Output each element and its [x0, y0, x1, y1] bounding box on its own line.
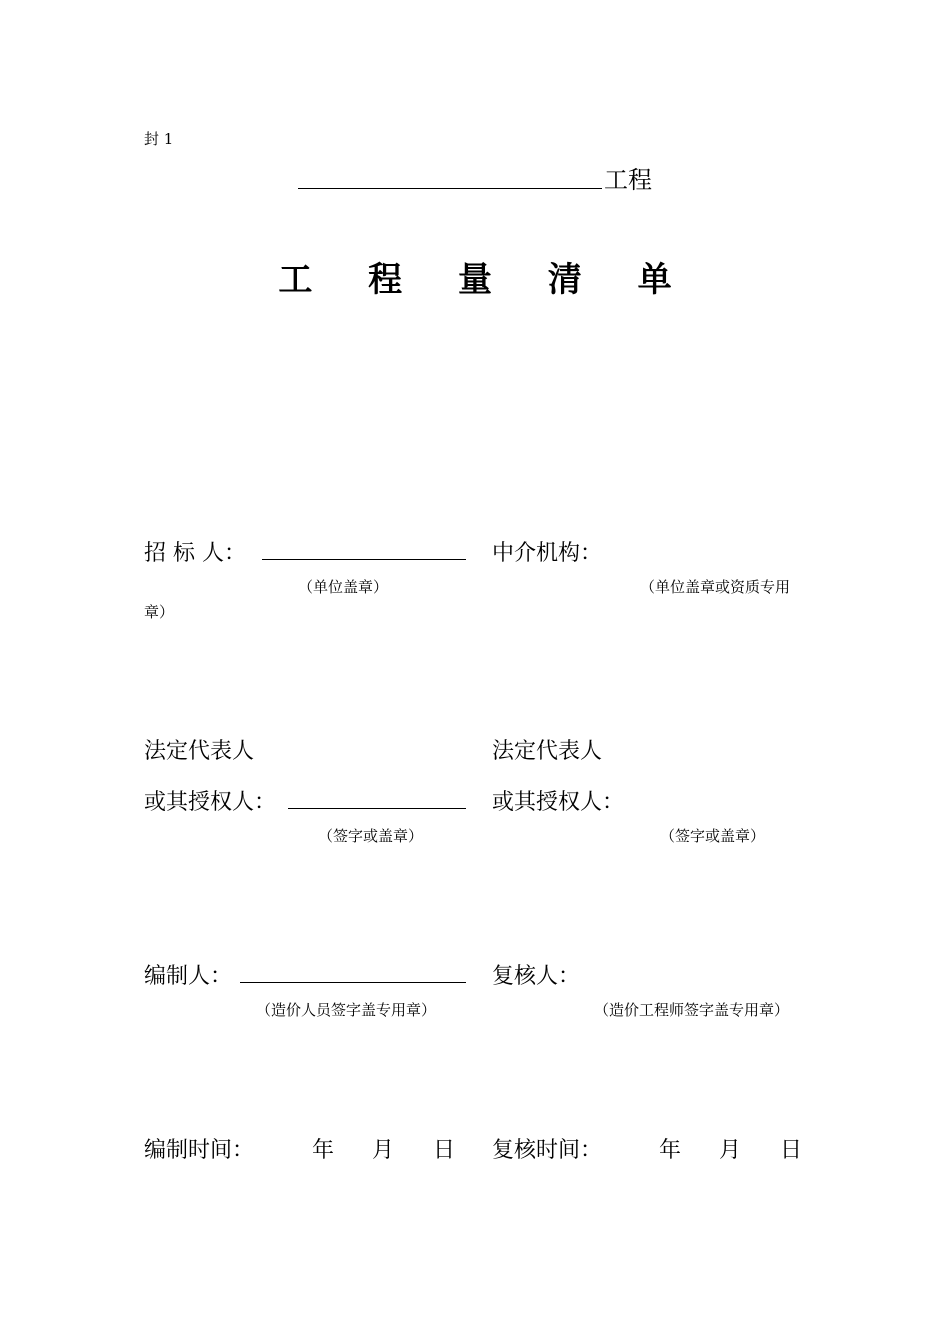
compiler-signature-line[interactable] [240, 982, 466, 983]
review-year[interactable]: 年 [659, 1138, 682, 1163]
left-rep-line2: 或其授权人： [144, 790, 277, 815]
agency-label: 中介机构： [492, 541, 603, 566]
tenderer-label: 招 标 人： [144, 541, 246, 566]
compiler-note: （造价人员签字盖专用章） [256, 1001, 437, 1019]
compile-day[interactable]: 日 [433, 1138, 456, 1163]
right-rep-line2: 或其授权人： [492, 790, 625, 815]
right-rep-note: （签字或盖章） [660, 827, 766, 845]
agency-note-line1: （单位盖章或资质专用 [640, 578, 791, 596]
agency-note-line2: 章） [144, 603, 175, 621]
tenderer-signature-line[interactable] [262, 559, 466, 560]
left-rep-note: （签字或盖章） [318, 827, 424, 845]
left-rep-line1: 法定代表人 [144, 739, 255, 764]
project-name-line[interactable] [298, 188, 602, 189]
tenderer-note: （单位盖章） [298, 578, 389, 596]
compile-month[interactable]: 月 [372, 1138, 395, 1163]
compiler-label: 编制人： [144, 964, 233, 989]
review-time-label: 复核时间： [492, 1138, 603, 1163]
compile-year[interactable]: 年 [312, 1138, 335, 1163]
document-title: 工 程 量 清 单 [278, 260, 694, 300]
project-suffix: 工程 [604, 166, 652, 194]
reviewer-label: 复核人： [492, 964, 581, 989]
compile-time-label: 编制时间： [144, 1138, 255, 1163]
review-month[interactable]: 月 [719, 1138, 742, 1163]
left-rep-signature-line[interactable] [288, 808, 466, 809]
right-rep-line1: 法定代表人 [492, 739, 603, 764]
cover-number: 封 1 [144, 130, 174, 148]
reviewer-note: （造价工程师签字盖专用章） [594, 1001, 790, 1019]
review-day[interactable]: 日 [780, 1138, 803, 1163]
